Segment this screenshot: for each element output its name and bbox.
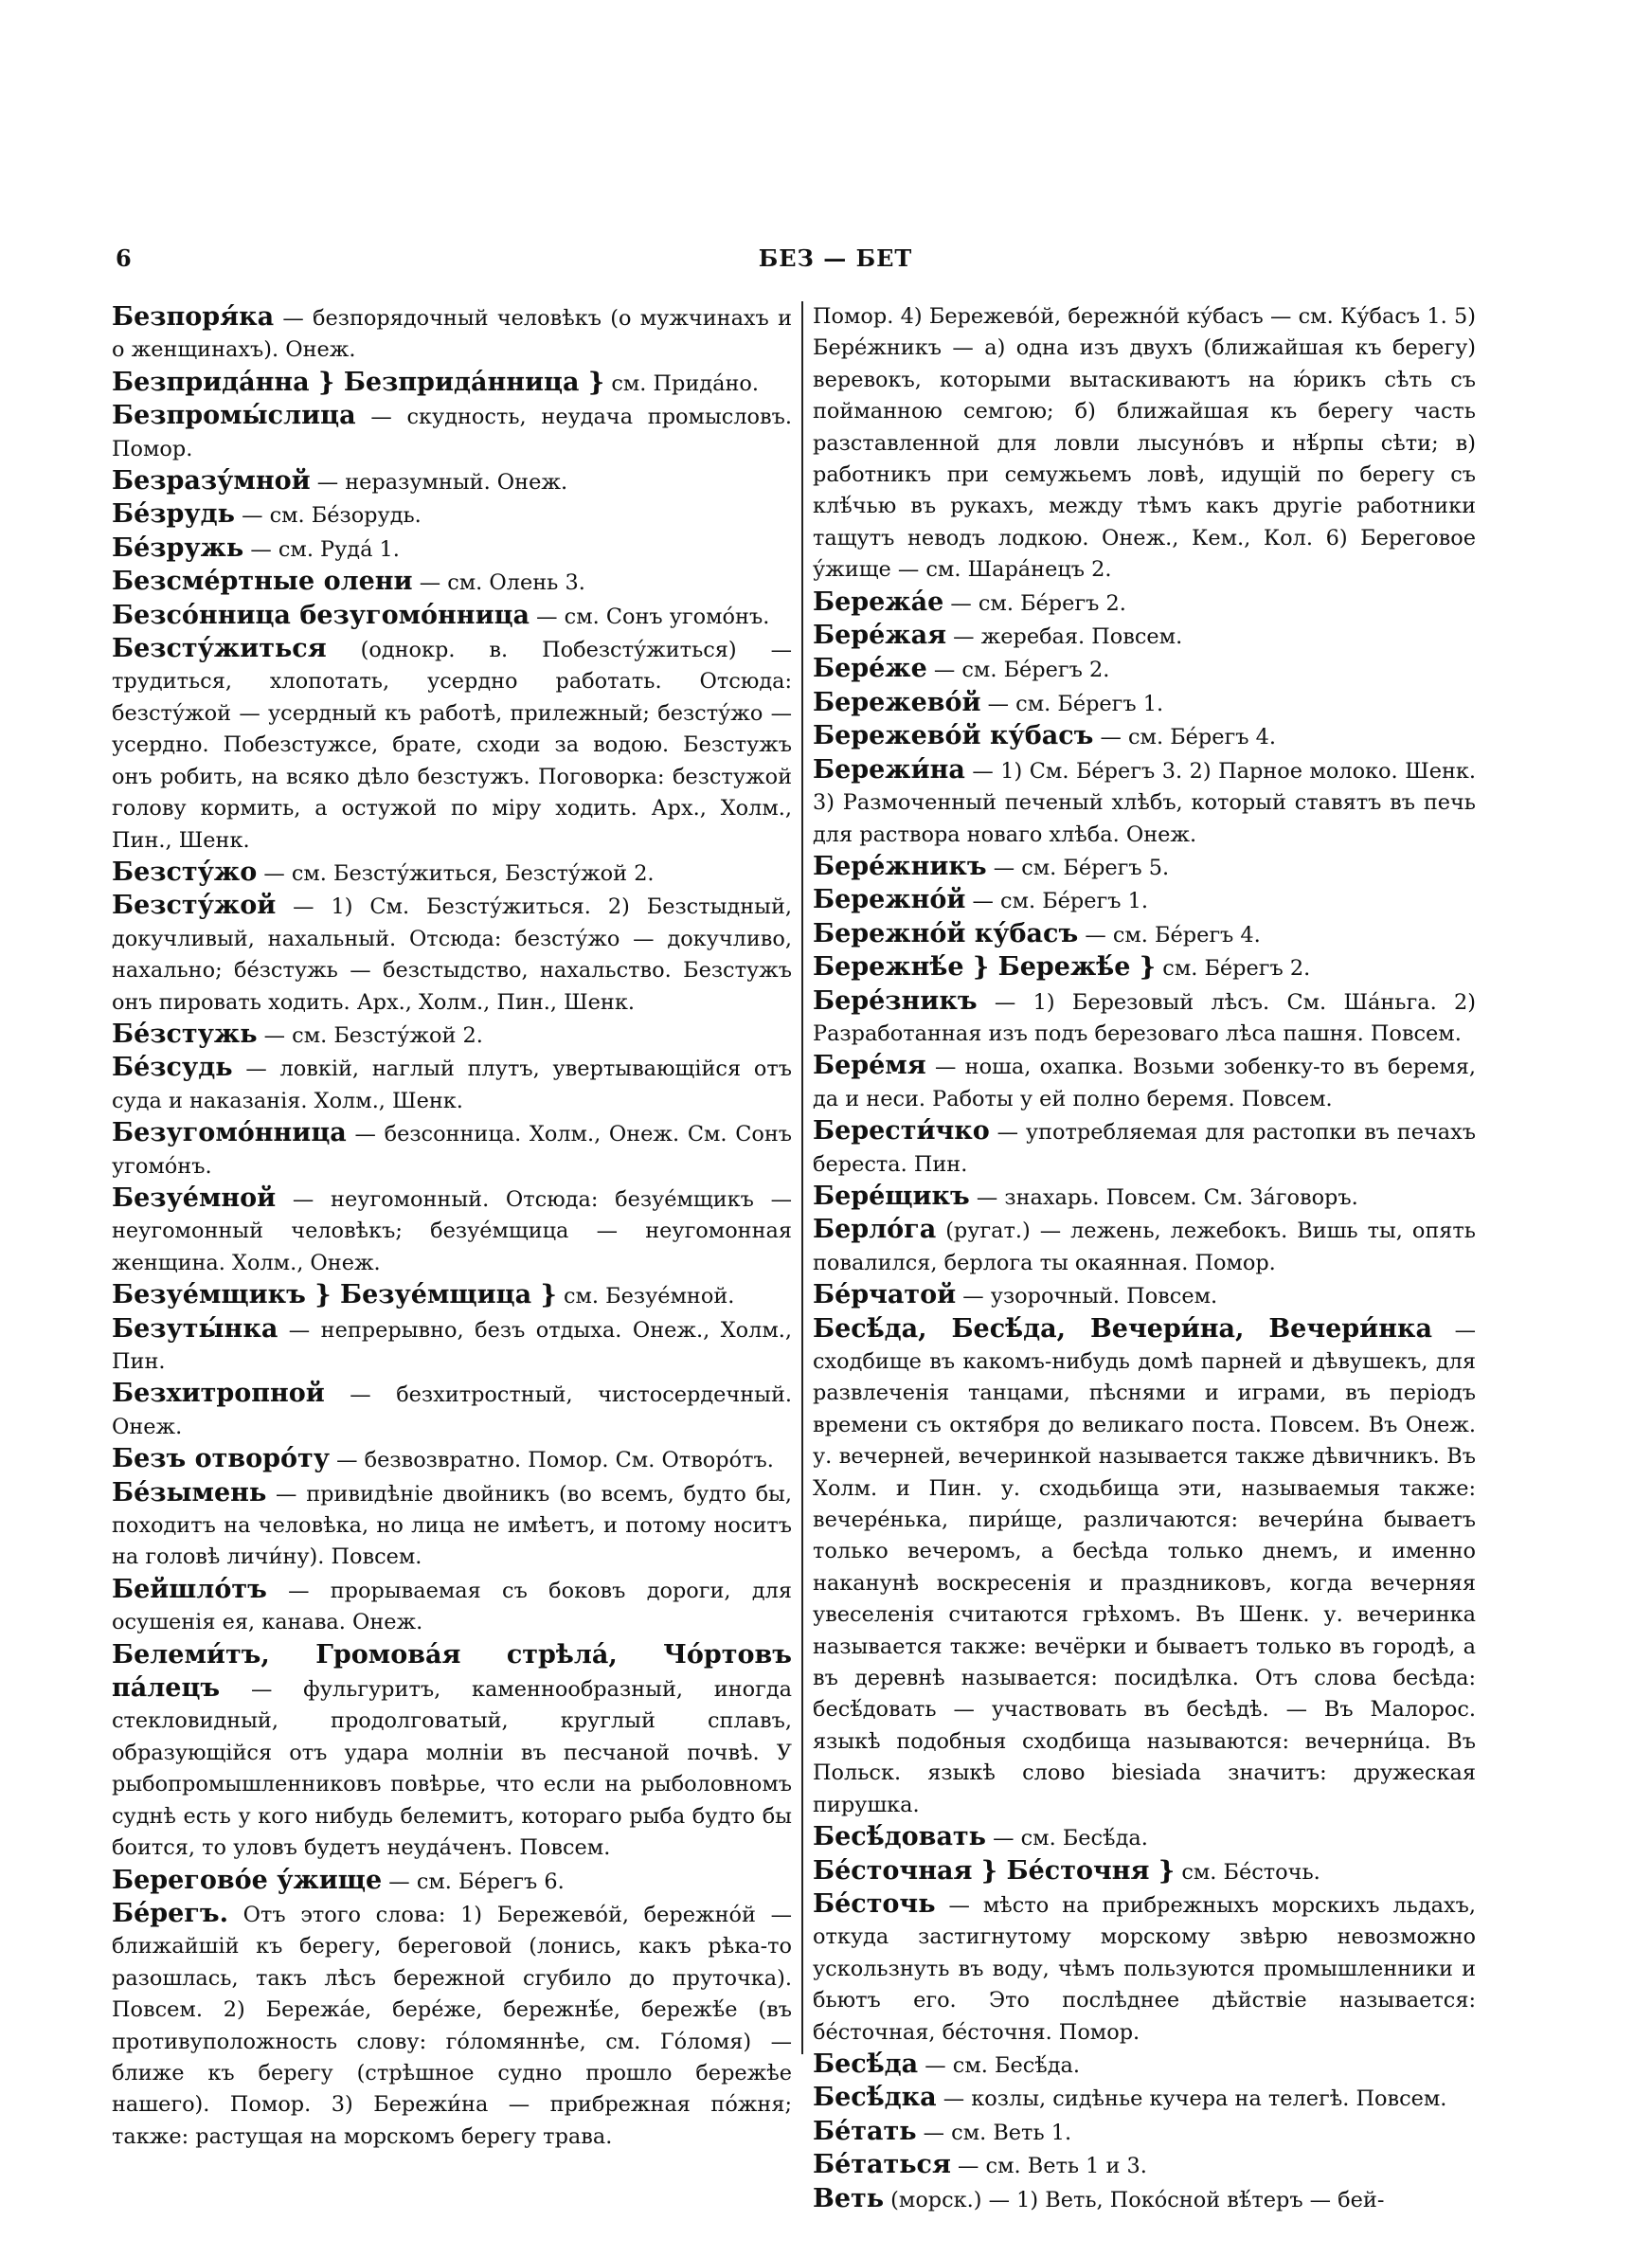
dictionary-entry <box>813 1050 1476 1115</box>
entry-definition: — см. Веть 1 и 3. <box>950 2154 1147 2179</box>
entry-definition: — безпорядочный человѣкъ (о мужчинахъ и о женщинахъ). Онеж. <box>112 306 792 363</box>
entry-definition: Помор. 4) Бережево́й, бережно́й ку́басъ — см. Ку́басъ 1. 5) Бере́жникъ — а) одна изъ двухъ (ближайшая къ берегу) веревокъ, которыми вытаскиваютъ на ю́рикъ сѣть съ пойманною семгою; б) ближайшая къ берегу часть разставленной для ловли лысуно́въ и нѣ́рпы сѣти; в) работникъ при семужьемъ ловѣ, идущій по берегу съ клѣ́чью въ рукахъ, между тѣмъ какъ другіе работники тащутъ неводъ лодкою. Онеж., Кем., Кол. 6) Береговое у́жище — см. Шара́нецъ 2. <box>813 304 1476 583</box>
entry-headword: Бе́зсудь <box>112 1053 233 1083</box>
entry-definition: — см. Бесѣ́да. <box>918 2052 1080 2078</box>
entry-definition: — см. Бе́регъ 5. <box>986 855 1170 880</box>
entry-headword: Бе́таться <box>813 2150 951 2180</box>
dictionary-entry <box>112 1443 792 1476</box>
entry-definition: — см. Бе́регъ 1. <box>980 691 1164 716</box>
entry-headword: Берло́га <box>813 1215 937 1245</box>
entry-definition: — узорочный. Повсем. <box>956 1284 1218 1309</box>
entry-headword: Бесѣ́дка <box>813 2083 937 2113</box>
entry-headword: Бе́сточь <box>813 1888 936 1919</box>
entry-definition: — неразумный. Онеж. <box>310 470 568 496</box>
entry-definition: — см. Бе́регъ 4. <box>1078 922 1261 948</box>
entry-definition: — см. Безсту́житься, Безсту́жой 2. <box>257 860 655 886</box>
entry-headword: Бере́жая <box>813 621 947 651</box>
dictionary-entry <box>813 2116 1476 2149</box>
entry-headword: Бере́зникъ <box>813 985 978 1016</box>
entry-headword: Безпоря́ка <box>112 302 275 332</box>
dictionary-entry <box>112 301 792 367</box>
dictionary-entry <box>813 1821 1476 1854</box>
entry-headword: Бережно́й <box>813 885 966 915</box>
entry-definition: — безхитростный, чистосердечный. Онеж. <box>112 1382 792 1439</box>
entry-headword: Безуе́мной <box>112 1183 277 1213</box>
entry-headword: Безуе́мщикъ } Безуе́мщица } <box>112 1280 557 1310</box>
dictionary-entry <box>813 951 1476 984</box>
dictionary-entry <box>813 884 1476 917</box>
dictionary-entry <box>813 851 1476 884</box>
entry-headword: Бе́сточная } Бе́сточня } <box>813 1855 1176 1886</box>
entry-definition: — см. Безсту́жой 2. <box>257 1022 483 1048</box>
entry-definition: — см. Бе́регъ 2. <box>943 590 1126 616</box>
entry-definition: — привидѣніе двойникъ (во всемъ, будто бы, походитъ на человѣка, но лица не имѣетъ, и потому носитъ на головѣ личи́ну). Повсем. <box>112 1481 792 1570</box>
dictionary-entry <box>112 633 792 857</box>
entry-definition: см. Безуе́мной. <box>556 1284 735 1309</box>
dictionary-entry <box>813 1279 1476 1312</box>
dictionary-entry <box>112 1574 792 1639</box>
entry-definition: — неугомонный. Отсюда: безуе́мщикъ — неугомонный человѣкъ; безуе́мщица — неугомонная женщина. Холм., Онеж. <box>112 1186 792 1275</box>
dictionary-entry <box>112 1477 792 1574</box>
dictionary-entry <box>813 620 1476 653</box>
entry-headword: Безразу́мной <box>112 466 311 497</box>
entry-definition: — ноша, охапка. Возьми зобенку-то въ беремя, да и неси. Работы у ей полно беремя. Повсем. <box>813 1055 1476 1111</box>
entry-headword: Бе́регъ. <box>112 1898 228 1928</box>
entry-headword: Безсо́нница безугомо́нница <box>112 600 530 630</box>
dictionary-entry <box>112 400 792 465</box>
entry-definition: — сходбище въ какомъ-нибудь домѣ парней и дѣвушекъ, для развлеченія танцами, пѣснями и играми, въ періодъ времени съ октября до великаго поста. Повсем. Въ Онеж. у. вечерней, вечеринкой называется также дѣвичникъ. Въ Холм. и Пин. у. сходьбища эти, называемыя также: вечере́нька, пири́ще, различаются: вечери́на бываетъ только вечеромъ, а бесѣда только днемъ, и именно наканунѣ воскресенія и праздниковъ, когда вечерняя увеселенія считаются грѣхомъ. Въ Шенк. у. вечеринка называется также: вечёрки и бываетъ только въ городѣ, а въ деревнѣ называется: посидѣлка. Отъ слова бесѣда: бесѣ́довать — участвовать въ бесѣдѣ. — Въ Малорос. языкѣ подобныя сходбища называются: вечерни́ца. Въ Польск. языкѣ слово biesiada значитъ: дружеская пирушка. <box>813 1317 1476 1817</box>
entry-headword: Безугомо́нница <box>112 1118 347 1148</box>
entry-headword: Бейшло́тъ <box>112 1574 267 1604</box>
entry-headword: Бе́зружь <box>112 533 244 563</box>
dictionary-entry <box>813 2149 1476 2182</box>
entry-headword: Бережи́на <box>813 754 965 785</box>
entry-headword: Веть <box>813 2183 885 2213</box>
dictionary-entry <box>112 1279 792 1312</box>
dictionary-entry <box>813 653 1476 686</box>
entry-definition: — жеребая. Повсем. <box>946 624 1183 650</box>
entry-definition: — 1) См. Бе́регъ 3. 2) Парное молоко. Шенк. 3) Размоченный печеный хлѣбъ, который ставятъ въ печь для раствора новаго хлѣба. Онеж. <box>813 758 1476 847</box>
entry-definition: — ловкій, наглый плутъ, увертывающійся отъ суда и наказанія. Холм., Шенк. <box>112 1056 792 1113</box>
dictionary-entry <box>112 498 792 532</box>
entry-headword: Безсту́жо <box>112 857 258 887</box>
entry-definition: — 1) Березовый лѣсъ. См. Ша́ньга. 2) Разработанная изъ подъ березоваго лѣса пашня. Повсем. <box>813 989 1476 1046</box>
dictionary-entry <box>813 1181 1476 1214</box>
entry-definition: — скудность, неудача промысловъ. Помор. <box>112 405 792 461</box>
column-right <box>813 301 1476 2213</box>
page-number: 6 <box>116 244 132 272</box>
entry-definition: — см. Руда́ 1. <box>243 536 400 562</box>
dictionary-entry <box>112 1865 792 1898</box>
dictionary-entry <box>112 465 792 498</box>
dictionary-entry <box>813 687 1476 720</box>
column-left <box>112 301 792 2149</box>
dictionary-entry <box>813 587 1476 620</box>
dictionary-entry <box>112 1019 792 1052</box>
entry-headword: Бережево́й <box>813 687 981 717</box>
dictionary-entry <box>813 754 1476 851</box>
dictionary-entry <box>112 566 792 599</box>
entry-headword: Белеми́тъ, Громова́я стрѣла́, Чо́ртовъ па́лецъ <box>112 1639 792 1704</box>
entry-headword: Бе́рчатой <box>813 1280 957 1310</box>
entry-headword: Бережнѣ́е } Бережѣ́е } <box>813 952 1157 983</box>
entry-headword: Безъ отворо́ту <box>112 1444 331 1474</box>
entry-headword: Безсту́житься <box>112 634 327 664</box>
entry-definition: — прорываемая съ боковъ дороги, для осушенія ея, канава. Онеж. <box>112 1578 792 1635</box>
entry-headword: Безуты́нка <box>112 1313 278 1344</box>
entry-headword: Бережа́е <box>813 587 944 617</box>
dictionary-entry <box>112 1313 792 1379</box>
dictionary-entry <box>112 1117 792 1183</box>
entry-headword: Безприда́нна } Безприда́нница } <box>112 367 605 397</box>
entry-definition: (однокр. в. Побезсту́житься) — трудиться, хлопотать, усердно работать. Отсюда: безсту́жой — усердный къ работѣ, прилежный; безсту́жо — усердно. Побезстужсе, брате, сходи за водою. Безстужъ онъ робить, на всяко дѣло безстужъ. Поговорка: безстужой голову кормить, а остужой по міру ходить. Арх., Холм., Пин., Шенк. <box>112 638 792 853</box>
dictionary-entry <box>112 857 792 890</box>
dictionary-entry <box>112 890 792 1019</box>
entry-headword: Берегово́е у́жище <box>112 1865 383 1895</box>
entry-definition: см. Прида́но. <box>604 370 759 396</box>
entry-definition: — фульгуритъ, каменнообразный, иногда стекловидный, продолговатый, круглый сплавъ, образующійся отъ удара молніи въ песчаной почвѣ. У рыбопромышленниковъ повѣрье, что если на рыболовномъ суднѣ есть у кого нибудь белемитъ, котораго рыба будто бы боится, то уловъ будетъ неуда́ченъ. Повсем. <box>112 1677 792 1861</box>
dictionary-entry <box>813 301 1476 587</box>
entry-headword: Бере́жникъ <box>813 851 987 881</box>
column-divider <box>801 301 803 2054</box>
entry-definition: (морск.) — 1) Веть, Поко́сной вѣ́теръ — бей- <box>884 2187 1385 2212</box>
entry-definition: — см. Олень 3. <box>412 570 585 596</box>
entry-headword: Бесѣ́да, Бесѣ́да, Вечери́на, Вечери́нка <box>813 1313 1432 1344</box>
entry-headword: Бере́щикъ <box>813 1181 970 1211</box>
entry-headword: Безхитропной <box>112 1379 325 1409</box>
dictionary-entry <box>112 600 792 633</box>
entry-headword: Безпромы́слица <box>112 401 356 431</box>
entry-definition: — знахарь. Повсем. См. За́говоръ. <box>969 1184 1358 1210</box>
entry-definition: — см. Бе́регъ 4. <box>1093 725 1276 750</box>
dictionary-entry <box>813 2049 1476 2082</box>
entry-headword: Бе́зрудь <box>112 499 235 530</box>
dictionary-entry <box>112 1052 792 1117</box>
dictionary-entry <box>112 1183 792 1279</box>
running-head <box>112 244 1559 275</box>
entry-definition: — см. Бесѣ́да. <box>986 1826 1148 1851</box>
entry-headword: Бе́тать <box>813 2116 917 2146</box>
dictionary-entry <box>112 533 792 566</box>
entry-definition: — употребляемая для растопки въ печахъ береста. Пин. <box>813 1120 1476 1177</box>
entry-headword: Безсме́ртные олени <box>112 567 413 597</box>
dictionary-entry <box>813 2082 1476 2115</box>
entry-headword: Бережево́й ку́басъ <box>813 721 1094 751</box>
entry-headword: Безсту́жой <box>112 891 277 921</box>
entry-headword: Бере́же <box>813 654 927 684</box>
entry-definition: — см. Бе́зорудь. <box>234 503 422 529</box>
entry-headword: Бесѣ́довать <box>813 1822 986 1852</box>
entry-definition: см. Бе́регъ 2. <box>1156 956 1311 982</box>
entry-definition: — см. Веть 1. <box>916 2120 1072 2145</box>
entry-definition: см. Бе́сточь. <box>1175 1859 1320 1885</box>
entry-headword: Бесѣ́да <box>813 2049 919 2079</box>
entry-definition: — см. Бе́регъ 2. <box>926 658 1110 683</box>
entry-headword: Бережно́й ку́басъ <box>813 918 1079 948</box>
dictionary-entry <box>813 918 1476 951</box>
dictionary-entry <box>112 1639 792 1865</box>
dictionary-entry <box>813 1888 1476 2049</box>
entry-definition: (ругат.) — лежень, лежебокъ. Вишь ты, опять повалился, берлога ты окаянная. Помор. <box>813 1219 1476 1275</box>
entry-headword: Бе́зымень <box>112 1477 267 1508</box>
dictionary-entry <box>813 2183 1476 2216</box>
entry-headword: Бере́мя <box>813 1051 926 1081</box>
dictionary-entry <box>813 1214 1476 1279</box>
dictionary-entry <box>112 1378 792 1443</box>
entry-headword: Берести́чко <box>813 1116 990 1147</box>
entry-definition: — безвозвратно. Помор. См. Отворо́тъ. <box>330 1448 774 1473</box>
entry-definition: — козлы, сидѣнье кучера на телегѣ. Повсем. <box>936 2086 1447 2112</box>
entry-definition: Отъ этого слова: 1) Бережево́й, бережно́й — ближайшій къ берегу, береговой (лонись, какъ рѣка-то разошлась, такъ лѣсъ бережной сгубило до пруточка). Повсем. 2) Бережа́е, бере́же, бережнѣ́е, бережѣ́е (въ противуположность слову: го́ломяннѣе, см. Го́ломя) — ближе къ берегу (стрѣшное судно прошло бережѣе нашего). Помор. 3) Бережи́на — прибрежная по́жня; также: растущая на морскомъ берегу трава. <box>112 1902 792 2149</box>
entry-definition: — см. Сонъ угомо́нъ. <box>530 604 770 629</box>
entry-definition: — 1) См. Безсту́житься. 2) Безстыдный, докучливый, нахальный. Отсюда: безсту́жо — докучливо, нахально; бе́зстужь — безстыдство, нахальство. Безстужъ онъ пировать ходить. Арх., Холм., Пин., Шенк. <box>112 894 792 1015</box>
dictionary-entry <box>813 1313 1476 1822</box>
entry-definition: — непрерывно, безъ отдыха. Онеж., Холм., Пин. <box>112 1317 792 1374</box>
entry-headword: Бе́зстужь <box>112 1019 258 1049</box>
running-head-words: БЕЗ — БЕТ <box>758 244 913 272</box>
entry-definition: — см. Бе́регъ 6. <box>382 1869 565 1894</box>
dictionary-entry <box>112 367 792 400</box>
dictionary-entry <box>813 985 1476 1051</box>
entry-definition: — см. Бе́регъ 1. <box>965 889 1148 914</box>
entry-definition: — безсонница. Холм., Онеж. См. Сонъ угомо́нъ. <box>112 1122 792 1179</box>
dictionary-entry <box>112 1898 792 2153</box>
dictionary-entry <box>813 1115 1476 1181</box>
entry-definition: — мѣсто на прибрежныхъ морскихъ льдахъ, откуда застигнутому морскому звѣрю невозможно ускользнуть въ воду, чѣмъ пользуются промышленники и бьютъ его. Это послѣднее дѣйствіе называется: бе́сточная, бе́сточня. Помор. <box>813 1892 1476 2045</box>
dictionary-entry <box>813 1855 1476 1888</box>
dictionary-entry <box>813 720 1476 753</box>
